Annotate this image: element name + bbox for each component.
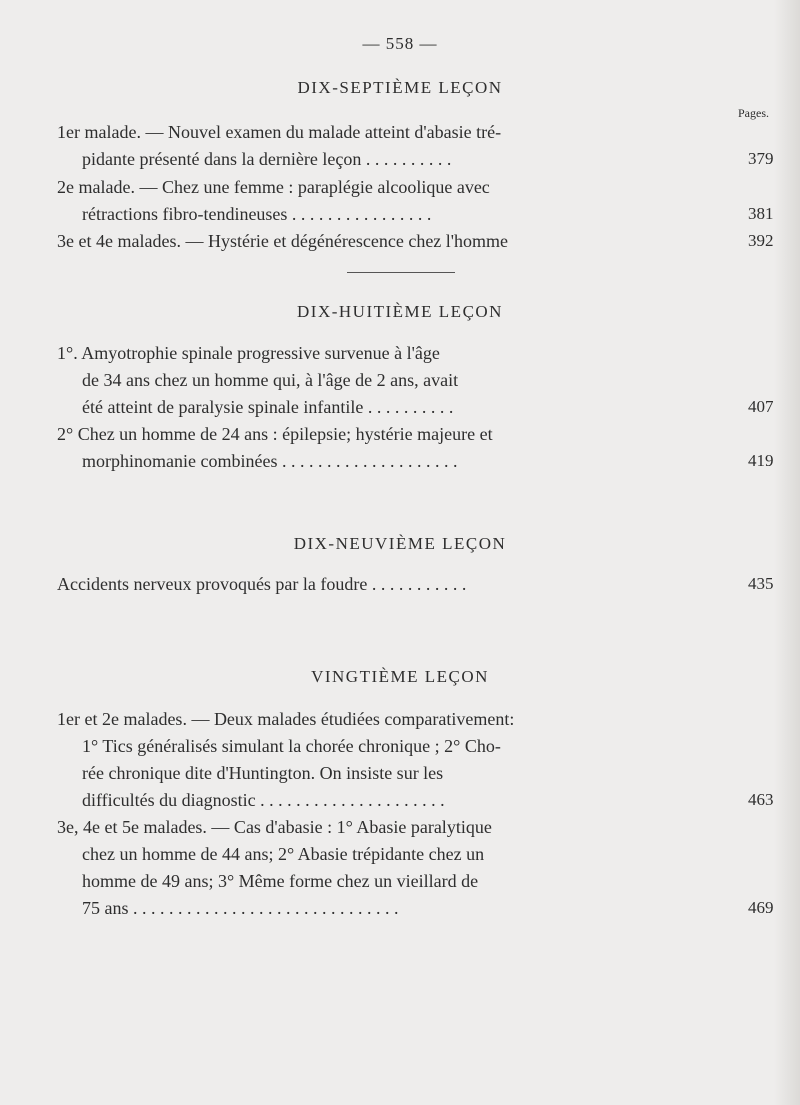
toc-line: pidante présenté dans la dernière leçon . . . . . . . . . . (82, 149, 452, 169)
toc-line: 1er malade. — Nouvel examen du malade atteint d'abasie tré- (57, 122, 502, 142)
toc-page-number: 435 (748, 574, 774, 593)
toc-page-number: 419 (748, 451, 774, 470)
toc-line: 2° Chez un homme de 24 ans : épilepsie; hystérie majeure et (57, 424, 493, 444)
toc-page-number: 379 (748, 149, 774, 168)
toc-line: 2e malade. — Chez une femme : paraplégie alcoolique avec (57, 177, 490, 197)
toc-page-number: 392 (748, 231, 774, 250)
toc-line: 1er et 2e malades. — Deux malades étudiées comparativement: (57, 709, 515, 729)
toc-line: 3e et 4e malades. — Hystérie et dégénérescence chez l'homme (57, 231, 509, 251)
toc-line: 75 ans . . . . . . . . . . . . . . . . . . . . . . . . . . . . . . (82, 898, 399, 918)
toc-line: Accidents nerveux provoqués par la foudre . . . . . . . . . . . (57, 574, 467, 594)
section-title-19: DIX-NEUVIÈME LEÇON (293, 534, 507, 553)
toc-line: homme de 49 ans; 3° Même forme chez un vieillard de (82, 871, 479, 891)
section-title-20: VINGTIÈME LEÇON (311, 667, 489, 686)
pages-column-label: Pages. (738, 106, 769, 120)
toc-line: 3e, 4e et 5e malades. — Cas d'abasie : 1° Abasie paralytique (57, 817, 492, 837)
section-divider (347, 272, 455, 273)
toc-page-number: 381 (748, 204, 774, 223)
toc-line: 1°. Amyotrophie spinale progressive survenue à l'âge (57, 343, 440, 363)
section-title-17: DIX-SEPTIÈME LEÇON (297, 78, 503, 97)
section-title-18: DIX-HUITIÈME LEÇON (297, 302, 503, 321)
toc-line: été atteint de paralysie spinale infantile . . . . . . . . . . (82, 397, 454, 417)
toc-page-number: 469 (748, 898, 774, 917)
toc-page-number: 463 (748, 790, 774, 809)
toc-line: de 34 ans chez un homme qui, à l'âge de 2 ans, avait (82, 370, 459, 390)
toc-line: morphinomanie combinées . . . . . . . . . . . . . . . . . . . . (82, 451, 458, 471)
toc-line: 1° Tics généralisés simulant la chorée chronique ; 2° Cho- (82, 736, 501, 756)
page-number: — 558 — (362, 34, 438, 53)
toc-line: rée chronique dite d'Huntington. On insiste sur les (82, 763, 444, 783)
toc-page-number: 407 (748, 397, 774, 416)
toc-line: chez un homme de 44 ans; 2° Abasie trépidante chez un (82, 844, 485, 864)
toc-line: difficultés du diagnostic . . . . . . . . . . . . . . . . . . . . . (82, 790, 445, 810)
toc-line: rétractions fibro-tendineuses . . . . . . . . . . . . . . . . (82, 204, 432, 224)
